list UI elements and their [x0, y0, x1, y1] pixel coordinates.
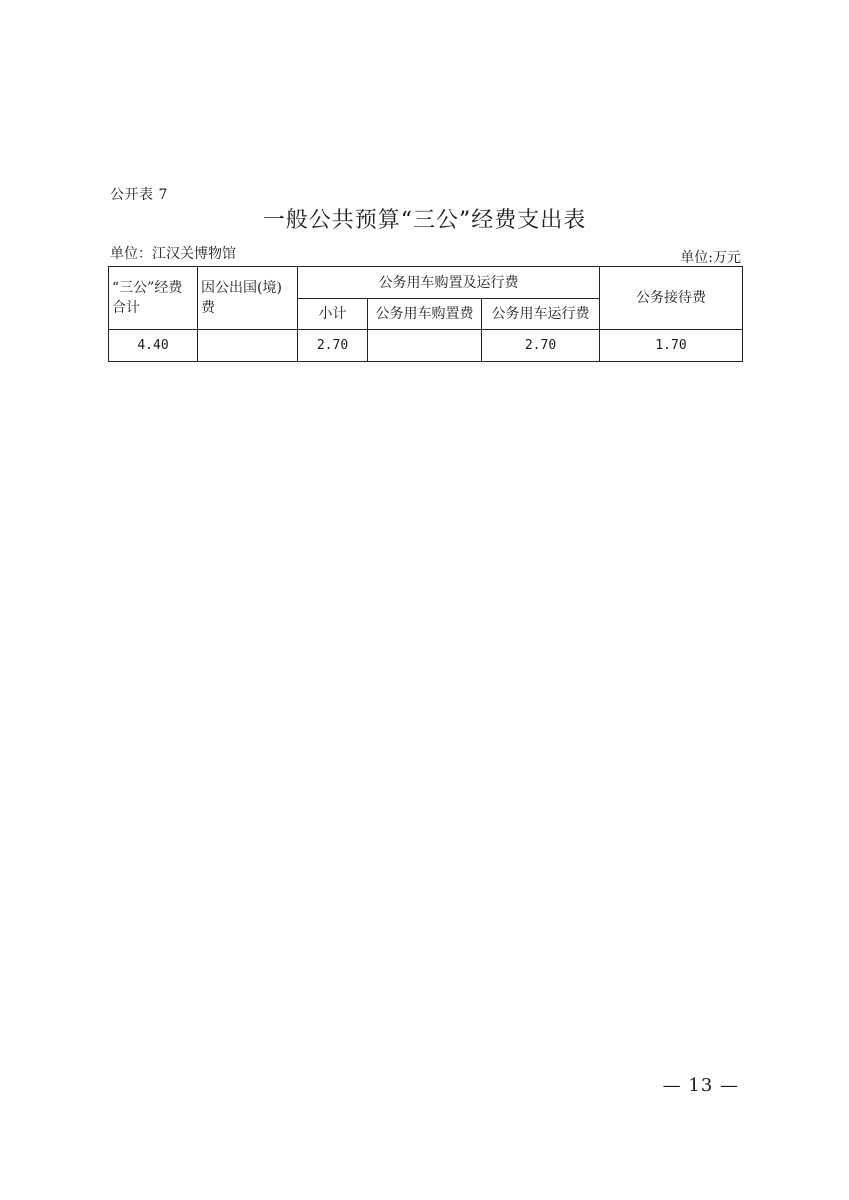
header-vehicle-subtotal: 小计: [298, 299, 368, 330]
header-vehicle-group: 公务用车购置及运行费: [298, 267, 600, 299]
unit-currency: 单位:万元: [680, 250, 741, 266]
header-reception: 公务接待费: [600, 267, 743, 330]
cell-vehicle-purchase: [368, 330, 482, 362]
cell-reception: 1.70: [600, 330, 743, 362]
table-row: [109, 330, 743, 362]
expense-table: [108, 266, 743, 362]
header-total: [109, 267, 198, 330]
unit-organization: 单位：江汉关博物馆: [110, 246, 236, 262]
header-travel-line1: 因公出国(境): [201, 280, 282, 296]
header-total-line2: 合计: [112, 300, 140, 316]
table-code: 公开表 7: [110, 187, 168, 203]
header-vehicle-purchase: 公务用车购置费: [368, 299, 482, 330]
header-total-line1: “三公”经费: [112, 280, 183, 296]
page-number: — 13 —: [662, 1075, 739, 1096]
cell-total: 4.40: [109, 330, 198, 362]
cell-travel: [198, 330, 298, 362]
cell-vehicle-subtotal: 2.70: [298, 330, 368, 362]
table-header-row: [109, 267, 743, 299]
header-travel-line2: 费: [201, 300, 215, 316]
document-title: 一般公共预算“三公”经费支出表: [262, 208, 587, 233]
cell-vehicle-operation: 2.70: [482, 330, 600, 362]
header-vehicle-operation: 公务用车运行费: [482, 299, 600, 330]
header-travel: [198, 267, 298, 330]
